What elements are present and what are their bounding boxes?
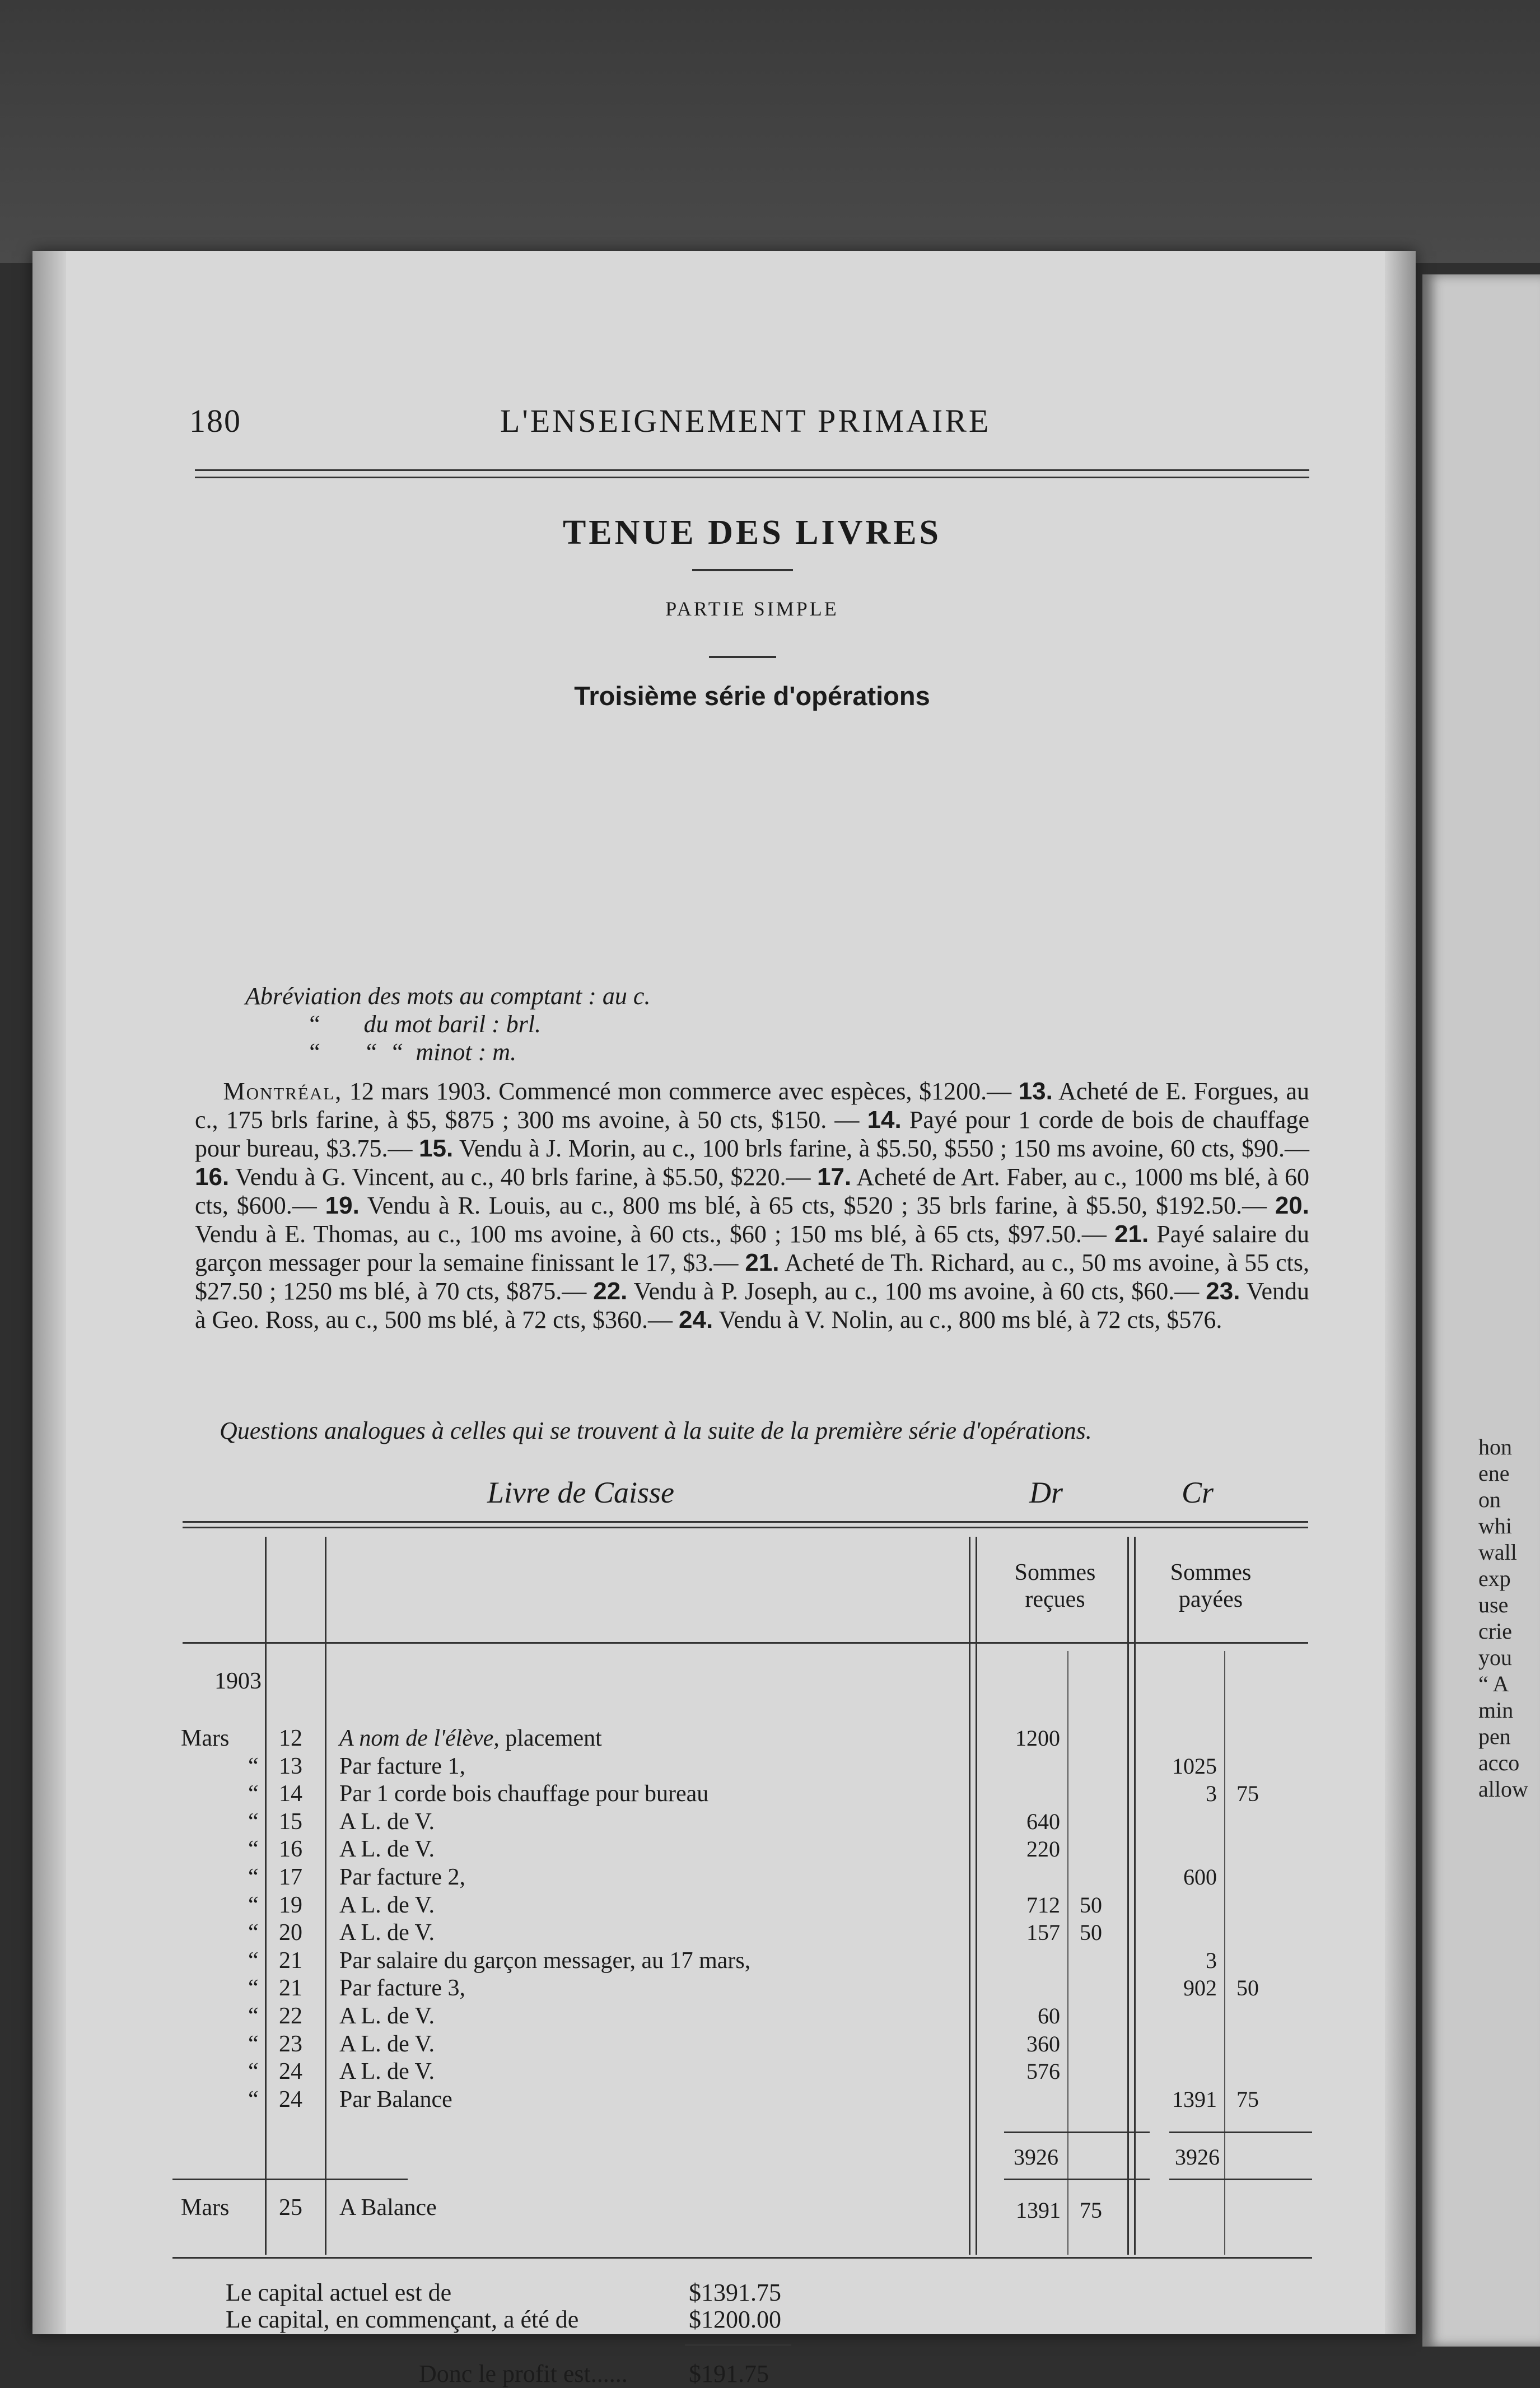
row-month: “ (248, 1836, 259, 1862)
row-description (339, 1892, 435, 1919)
page-number: 180 (189, 403, 241, 439)
row-month: “ (248, 1781, 259, 1807)
row-description-text: Par Balance (339, 2087, 452, 2112)
row-description-text: A L. de V. (339, 2003, 435, 2029)
balance-rule-left (172, 2179, 408, 2180)
row-description-text: Par facture 2, (339, 1864, 466, 1890)
row-cr-cents: 75 (1236, 1781, 1259, 1806)
row-dr-amount: 640 (1026, 1809, 1060, 1834)
row-description-text: Par salaire du garçon messager, au 17 mars, (339, 1948, 751, 1974)
row-dr-amount: 712 (1026, 1892, 1060, 1918)
abbreviation-3: “ “ “ minot : m. (307, 1038, 517, 1066)
summary-rule (685, 2344, 791, 2346)
abbreviation-1: Abréviation des mots au comptant : au c. (245, 982, 651, 1010)
row-month: “ (248, 1864, 259, 1890)
facing-page-fragment: allow (1478, 1776, 1528, 1802)
row-month: “ (248, 2003, 259, 2029)
ledger-cr: Cr (1182, 1476, 1214, 1509)
row-month: “ (248, 1753, 259, 1779)
balance-month: Mars (181, 2195, 230, 2221)
row-cr-amount: 1025 (1172, 1753, 1217, 1779)
row-cr-cents: 50 (1236, 1975, 1259, 2000)
row-description-text: A L. de V. (339, 2031, 435, 2057)
row-description (339, 1808, 435, 1835)
operations-paragraph: Montréal, 12 mars 1903. Commencé mon commerce avec espèces, $1200.— 13. Acheté de E. Forgues, au c., 175 brls farine, à $5, $875 ; 300 ms avoine, à 50 cts, $150. — 14. Payé pour 1 corde de bois de chauffage pour bureau, $3.75.— 15. Vendu à J. Morin, au c., 100 brls farine, à $5.50, $550 ; 150 ms avoine, 60 cts, $90.— 16. Vendu à G. Vincent, au c., 40 brls farine, à $5.50, $220.— 17. Acheté de Art. Faber, au c., 1000 ms blé, à 60 cts, $600.— 19. Vendu à R. Louis, au c., 800 ms blé, à 65 cts, $520 ; 35 brls farine, à $5.50, $192.50.— 20. Vendu à E. Thomas, au c., 100 ms avoine, à 60 cts., $60 ; 150 ms blé, à 65 cts, $97.50.— 21. Payé salaire du garçon messager pour la semaine finissant le 17, $3.— 21. Acheté de Th. Richard, au c., 50 ms avoine, à 55 cts, $27.50 ; 1250 ms blé, à 70 cts, $875.— 22. Vendu à P. Joseph, au c., 100 ms avoine, à 60 cts, $60.— 23. Vendu à Geo. Ross, au c., 500 ms blé, à 72 cts, $360.— 24. Vendu à V. Nolin, au c., 800 ms blé, à 72 cts, $576. (195, 1078, 1310, 1333)
ledger-title: Livre de Caisse (487, 1476, 674, 1509)
ledger-dr: Dr (1029, 1476, 1063, 1509)
row-dr-cents: 50 (1080, 1920, 1102, 1945)
row-description-text: Par facture 1, (339, 1753, 466, 1779)
running-title: L'ENSEIGNEMENT PRIMAIRE (500, 403, 991, 439)
row-day: 12 (279, 1725, 302, 1751)
row-day: 13 (279, 1753, 302, 1779)
row-month: “ (248, 1920, 259, 1946)
col-header-dr: Sommes reçues (1014, 1560, 1096, 1612)
running-header (189, 402, 1309, 447)
row-description (339, 2003, 435, 2030)
total-rule-cr (1169, 2132, 1312, 2133)
ledger-year: 1903 (214, 1668, 262, 1694)
row-description-italic: A nom de l'élève, (339, 1725, 500, 1751)
row-month: “ (248, 1975, 259, 2001)
facing-page-fragment: on (1478, 1487, 1501, 1512)
row-description-text: A L. de V. (339, 2059, 435, 2084)
row-month: “ (248, 1809, 259, 1835)
col-line-cr-cents (1224, 1651, 1225, 2255)
row-description-text: A L. de V. (339, 1920, 435, 1946)
facing-page-fragment: exp (1478, 1566, 1511, 1591)
row-description (339, 1836, 435, 1863)
balance-rule-cr (1169, 2179, 1312, 2180)
balance-desc: A Balance (339, 2195, 437, 2221)
row-description-text: Par 1 corde bois chauffage pour bureau (339, 1781, 709, 1807)
facing-page-fragment: wall (1478, 1540, 1517, 1565)
summary-line-1-value: $1391.75 (689, 2279, 781, 2306)
row-description (339, 2031, 435, 2058)
row-cr-amount: 3 (1206, 1781, 1217, 1806)
title-rule (692, 569, 793, 571)
col-line-dr-cents (1067, 1651, 1068, 2255)
row-month: “ (248, 2031, 259, 2057)
facing-page-fragment: hon (1478, 1434, 1512, 1459)
facing-page-fragment: ene (1478, 1461, 1510, 1486)
ledger-top-rule-2 (183, 1527, 1308, 1528)
row-cr-amount: 600 (1183, 1864, 1217, 1890)
row-dr-amount: 220 (1026, 1836, 1060, 1862)
ledger-top-rule (183, 1521, 1308, 1523)
facing-page (1422, 274, 1540, 2347)
row-month: “ (248, 2087, 259, 2112)
subtitle-rule (709, 656, 776, 658)
facing-page-fragment: you (1478, 1645, 1512, 1670)
row-day: 20 (279, 1920, 302, 1946)
row-dr-amount: 60 (1038, 2003, 1060, 2028)
row-dr-amount: 360 (1026, 2031, 1060, 2056)
row-description (339, 1919, 435, 1946)
row-dr-cents: 50 (1080, 1892, 1102, 1918)
ledger-bottom-rule (172, 2257, 1312, 2259)
facing-page-fragment: acco (1478, 1750, 1520, 1775)
row-dr-amount: 1200 (1015, 1725, 1060, 1751)
row-day: 19 (279, 1892, 302, 1918)
series-heading: Troisième série d'opérations (574, 681, 930, 711)
questions-note: Questions analogues à celles qui se trouvent à la suite de la première série d'opérations. (195, 1417, 1092, 1444)
facing-page-fragment: use (1478, 1592, 1509, 1617)
row-day: 21 (279, 1975, 302, 2001)
row-description-text: Par facture 3, (339, 1975, 466, 2001)
row-description (339, 1975, 465, 2002)
row-month: Mars (181, 1725, 230, 1751)
ledger-header-rule (183, 1642, 1308, 1644)
col-line-cr (1127, 1537, 1129, 2255)
summary-line-2-label: Le capital, en commençant, a été de (226, 2306, 579, 2333)
row-cr-amount: 902 (1183, 1975, 1217, 2000)
header-rule (195, 469, 1309, 478)
row-cr-cents: 75 (1236, 2087, 1259, 2112)
row-dr-amount: 157 (1026, 1920, 1060, 1945)
backdrop (0, 0, 1540, 263)
summary-line-3-value: $191.75 (689, 2360, 769, 2387)
row-description-text: A L. de V. (339, 1809, 435, 1835)
abbreviation-2: “ du mot baril : brl. (307, 1010, 542, 1038)
summary-line-1-label: Le capital actuel est de (226, 2279, 452, 2306)
total-cr: 3926 (1175, 2144, 1220, 2170)
summary-line-2-value: $1200.00 (689, 2306, 781, 2333)
row-description (339, 1725, 602, 1752)
row-day: 21 (279, 1948, 302, 1974)
row-description (339, 1864, 465, 1891)
book-page (32, 251, 1416, 2387)
balance-rule-dr (1004, 2179, 1150, 2180)
row-day: 16 (279, 1836, 302, 1862)
summary-line-3-label: Donc le profit est...... (419, 2360, 628, 2387)
total-rule-dr (1004, 2132, 1150, 2133)
row-description (339, 2058, 435, 2085)
col-line-month (265, 1537, 267, 2255)
col-line-dr (969, 1537, 970, 2255)
col-line-cr-2 (1134, 1537, 1136, 2255)
row-day: 24 (279, 2087, 302, 2112)
row-day: 22 (279, 2003, 302, 2029)
facing-page-fragment: min (1478, 1697, 1514, 1723)
subtitle: PARTIE SIMPLE (665, 598, 839, 620)
col-header-cr: Sommes payées (1170, 1560, 1252, 1612)
row-month: “ (248, 1892, 259, 1918)
facing-page-fragment: whi (1478, 1513, 1512, 1538)
row-description (339, 1753, 465, 1780)
row-dr-amount: 576 (1026, 2059, 1060, 2084)
col-line-day (325, 1537, 326, 2255)
row-day: 24 (279, 2059, 302, 2084)
row-day: 15 (279, 1809, 302, 1835)
balance-day: 25 (279, 2195, 302, 2221)
row-description-text: A L. de V. (339, 1892, 435, 1918)
total-dr: 3926 (1014, 2144, 1058, 2170)
row-day: 23 (279, 2031, 302, 2057)
row-month: “ (248, 2059, 259, 2084)
row-description (339, 1947, 750, 1974)
facing-page-fragment: “ A (1478, 1671, 1509, 1696)
row-description-text: placement (499, 1725, 602, 1751)
row-day: 14 (279, 1781, 302, 1807)
row-description (339, 2086, 452, 2113)
row-cr-amount: 1391 (1172, 2087, 1217, 2112)
col-line-dr-2 (976, 1537, 977, 2255)
facing-page-fragment: crie (1478, 1619, 1512, 1644)
row-day: 17 (279, 1864, 302, 1890)
facing-page-fragment: pen (1478, 1724, 1511, 1749)
row-cr-amount: 3 (1206, 1948, 1217, 1973)
page-title: TENUE DES LIVRES (562, 514, 942, 552)
row-description (339, 1780, 708, 1807)
balance-dr: 1391 (1016, 2198, 1061, 2223)
row-month: “ (248, 1948, 259, 1974)
balance-dr-cents: 75 (1080, 2198, 1102, 2223)
row-description-text: A L. de V. (339, 1836, 435, 1862)
